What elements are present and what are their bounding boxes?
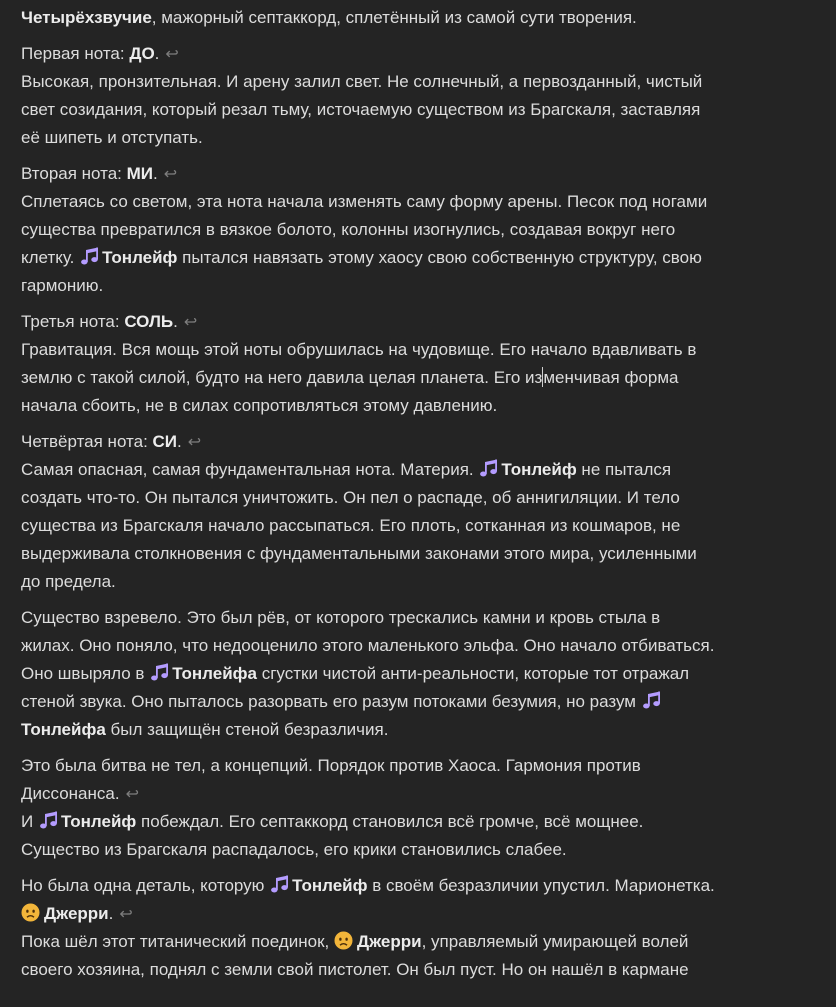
text-line: жилах. Оно поняло, что недооценило этого маленького эльфа. Оно начало отбиваться.	[21, 636, 715, 655]
text-line: Это была битва не тел, а концепций. Порядок против Хаоса. Гармония против	[21, 756, 641, 775]
character-name: Джерри	[44, 904, 109, 923]
text-line: Существо из Брагскаля распадалось, его крики становились слабее.	[21, 840, 567, 859]
text-line: её шипеть и отступать.	[21, 128, 203, 147]
note-label: Вторая нота:	[21, 164, 127, 183]
text-line: выдерживала столкновения с фундаментальными законами этого мира, усиленными	[21, 544, 697, 563]
document-body[interactable]	[21, 4, 821, 992]
note-name: ДО	[129, 44, 155, 63]
text-line: своего хозяина, поднял с земли свой пистолет. Он был пуст. Но он нашёл в кармане	[21, 960, 689, 979]
text-line: до предела.	[21, 572, 116, 591]
character-name: Тонлейф	[102, 248, 178, 267]
note-name: СИ	[152, 432, 178, 451]
musical-notes-icon	[38, 810, 60, 830]
dot: .	[173, 312, 178, 331]
character-name: Тонлейф	[60, 812, 137, 831]
text: , мажорный септаккорд, сплетённый из самой сути творения.	[151, 8, 637, 27]
worried-face-icon	[21, 903, 40, 922]
musical-notes-icon	[641, 690, 663, 710]
paragraph-note-1	[21, 40, 821, 152]
line-break-icon: ↩	[163, 166, 178, 183]
paragraph-intro	[21, 4, 821, 32]
text: менчивая форма	[543, 368, 679, 387]
line-break-icon: ↩	[183, 314, 198, 331]
text-line: свет созидания, который резал тьму, источаемую существом из Брагскаля, заставляя	[21, 100, 701, 119]
text: побеждал. Его септаккорд становился всё громче, всё мощнее.	[136, 812, 644, 831]
text: пытался навязать этому хаосу свою собственную структуру, свою	[177, 248, 702, 267]
musical-notes-icon	[149, 662, 171, 682]
text-line: Сплетаясь со светом, эта нота начала изменять саму форму арены. Песок под ногами	[21, 192, 708, 211]
musical-notes-icon	[269, 874, 291, 894]
note-label: Четвёртая нота:	[21, 432, 153, 451]
musical-notes-icon	[79, 246, 101, 266]
line-break-icon: ↩	[165, 46, 179, 63]
worried-face-icon	[334, 931, 353, 950]
text: сгустки чистой анти-реальности, которые тот отражал	[256, 664, 690, 683]
note-name: МИ	[126, 164, 154, 183]
text-line: существа превратился в вязкое болото, колонны изогнулись, создавая вокруг него	[21, 220, 676, 239]
paragraph-concepts	[21, 752, 821, 864]
line-break-icon: ↩	[119, 906, 133, 923]
character-name: Тонлейфа	[21, 720, 106, 739]
note-name: СОЛЬ	[124, 312, 174, 331]
line-break-icon: ↩	[125, 786, 139, 803]
dot: .	[177, 432, 182, 451]
text: Но была одна деталь, которую	[21, 876, 270, 895]
character-name: Тонлейф	[501, 460, 577, 479]
paragraph-note-2	[21, 160, 821, 300]
text: землю с такой силой, будто на него давила целая планета. Его из	[21, 368, 543, 387]
text: И	[21, 812, 38, 831]
text-line: существа из Брагскаля начало рассыпаться. Его плоть, сотканная из кошмаров, не	[21, 516, 681, 535]
text-line: Гравитация. Вся мощь этой ноты обрушилась на чудовище. Его начало вдавливать в	[21, 340, 697, 359]
text: не пытался	[576, 460, 672, 479]
note-label: Третья нота:	[21, 312, 125, 331]
text-line: гармонию.	[21, 276, 104, 295]
text: клетку.	[21, 248, 80, 267]
paragraph-detail	[21, 872, 821, 984]
text-line: начала сбоить, не в силах сопротивляться этому давлению.	[21, 396, 498, 415]
text: Оно швыряло в	[21, 664, 150, 683]
text-line: создать что-то. Он пытался уничтожить. Он пел о распаде, об аннигиляции. И тело	[21, 488, 680, 507]
text: Пока шёл этот титанический поединок,	[21, 932, 334, 951]
paragraph-note-4	[21, 428, 821, 596]
text: Самая опасная, самая фундаментальная нота. Материя.	[21, 460, 479, 479]
character-name: Джерри	[356, 932, 422, 951]
text: был защищён стеной безразличия.	[105, 720, 389, 739]
text: в своём безразличии упустил. Марионетка.	[367, 876, 715, 895]
line-break-icon: ↩	[187, 434, 202, 451]
text: стеной звука. Оно пыталось разорвать его разум потоками безумия, но разум	[21, 692, 641, 711]
text-line: Высокая, пронзительная. И арену залил свет. Не солнечный, а первозданный, чистый	[21, 72, 703, 91]
character-name: Тонлейфа	[172, 664, 257, 683]
note-label: Первая нота:	[21, 44, 130, 63]
text: , управляемый умирающей волей	[421, 932, 689, 951]
dot: .	[108, 904, 114, 923]
text: Диссонанса.	[21, 784, 120, 803]
dot: .	[154, 44, 160, 63]
dot: .	[153, 164, 158, 183]
bold-term: Четырёхзвучие	[21, 8, 152, 27]
character-name: Тонлейф	[292, 876, 368, 895]
paragraph-note-3	[21, 308, 821, 420]
text-line: Существо взревело. Это был рёв, от которого трескались камни и кровь стыла в	[21, 608, 661, 627]
paragraph-battle	[21, 604, 821, 744]
musical-notes-icon	[478, 458, 500, 478]
